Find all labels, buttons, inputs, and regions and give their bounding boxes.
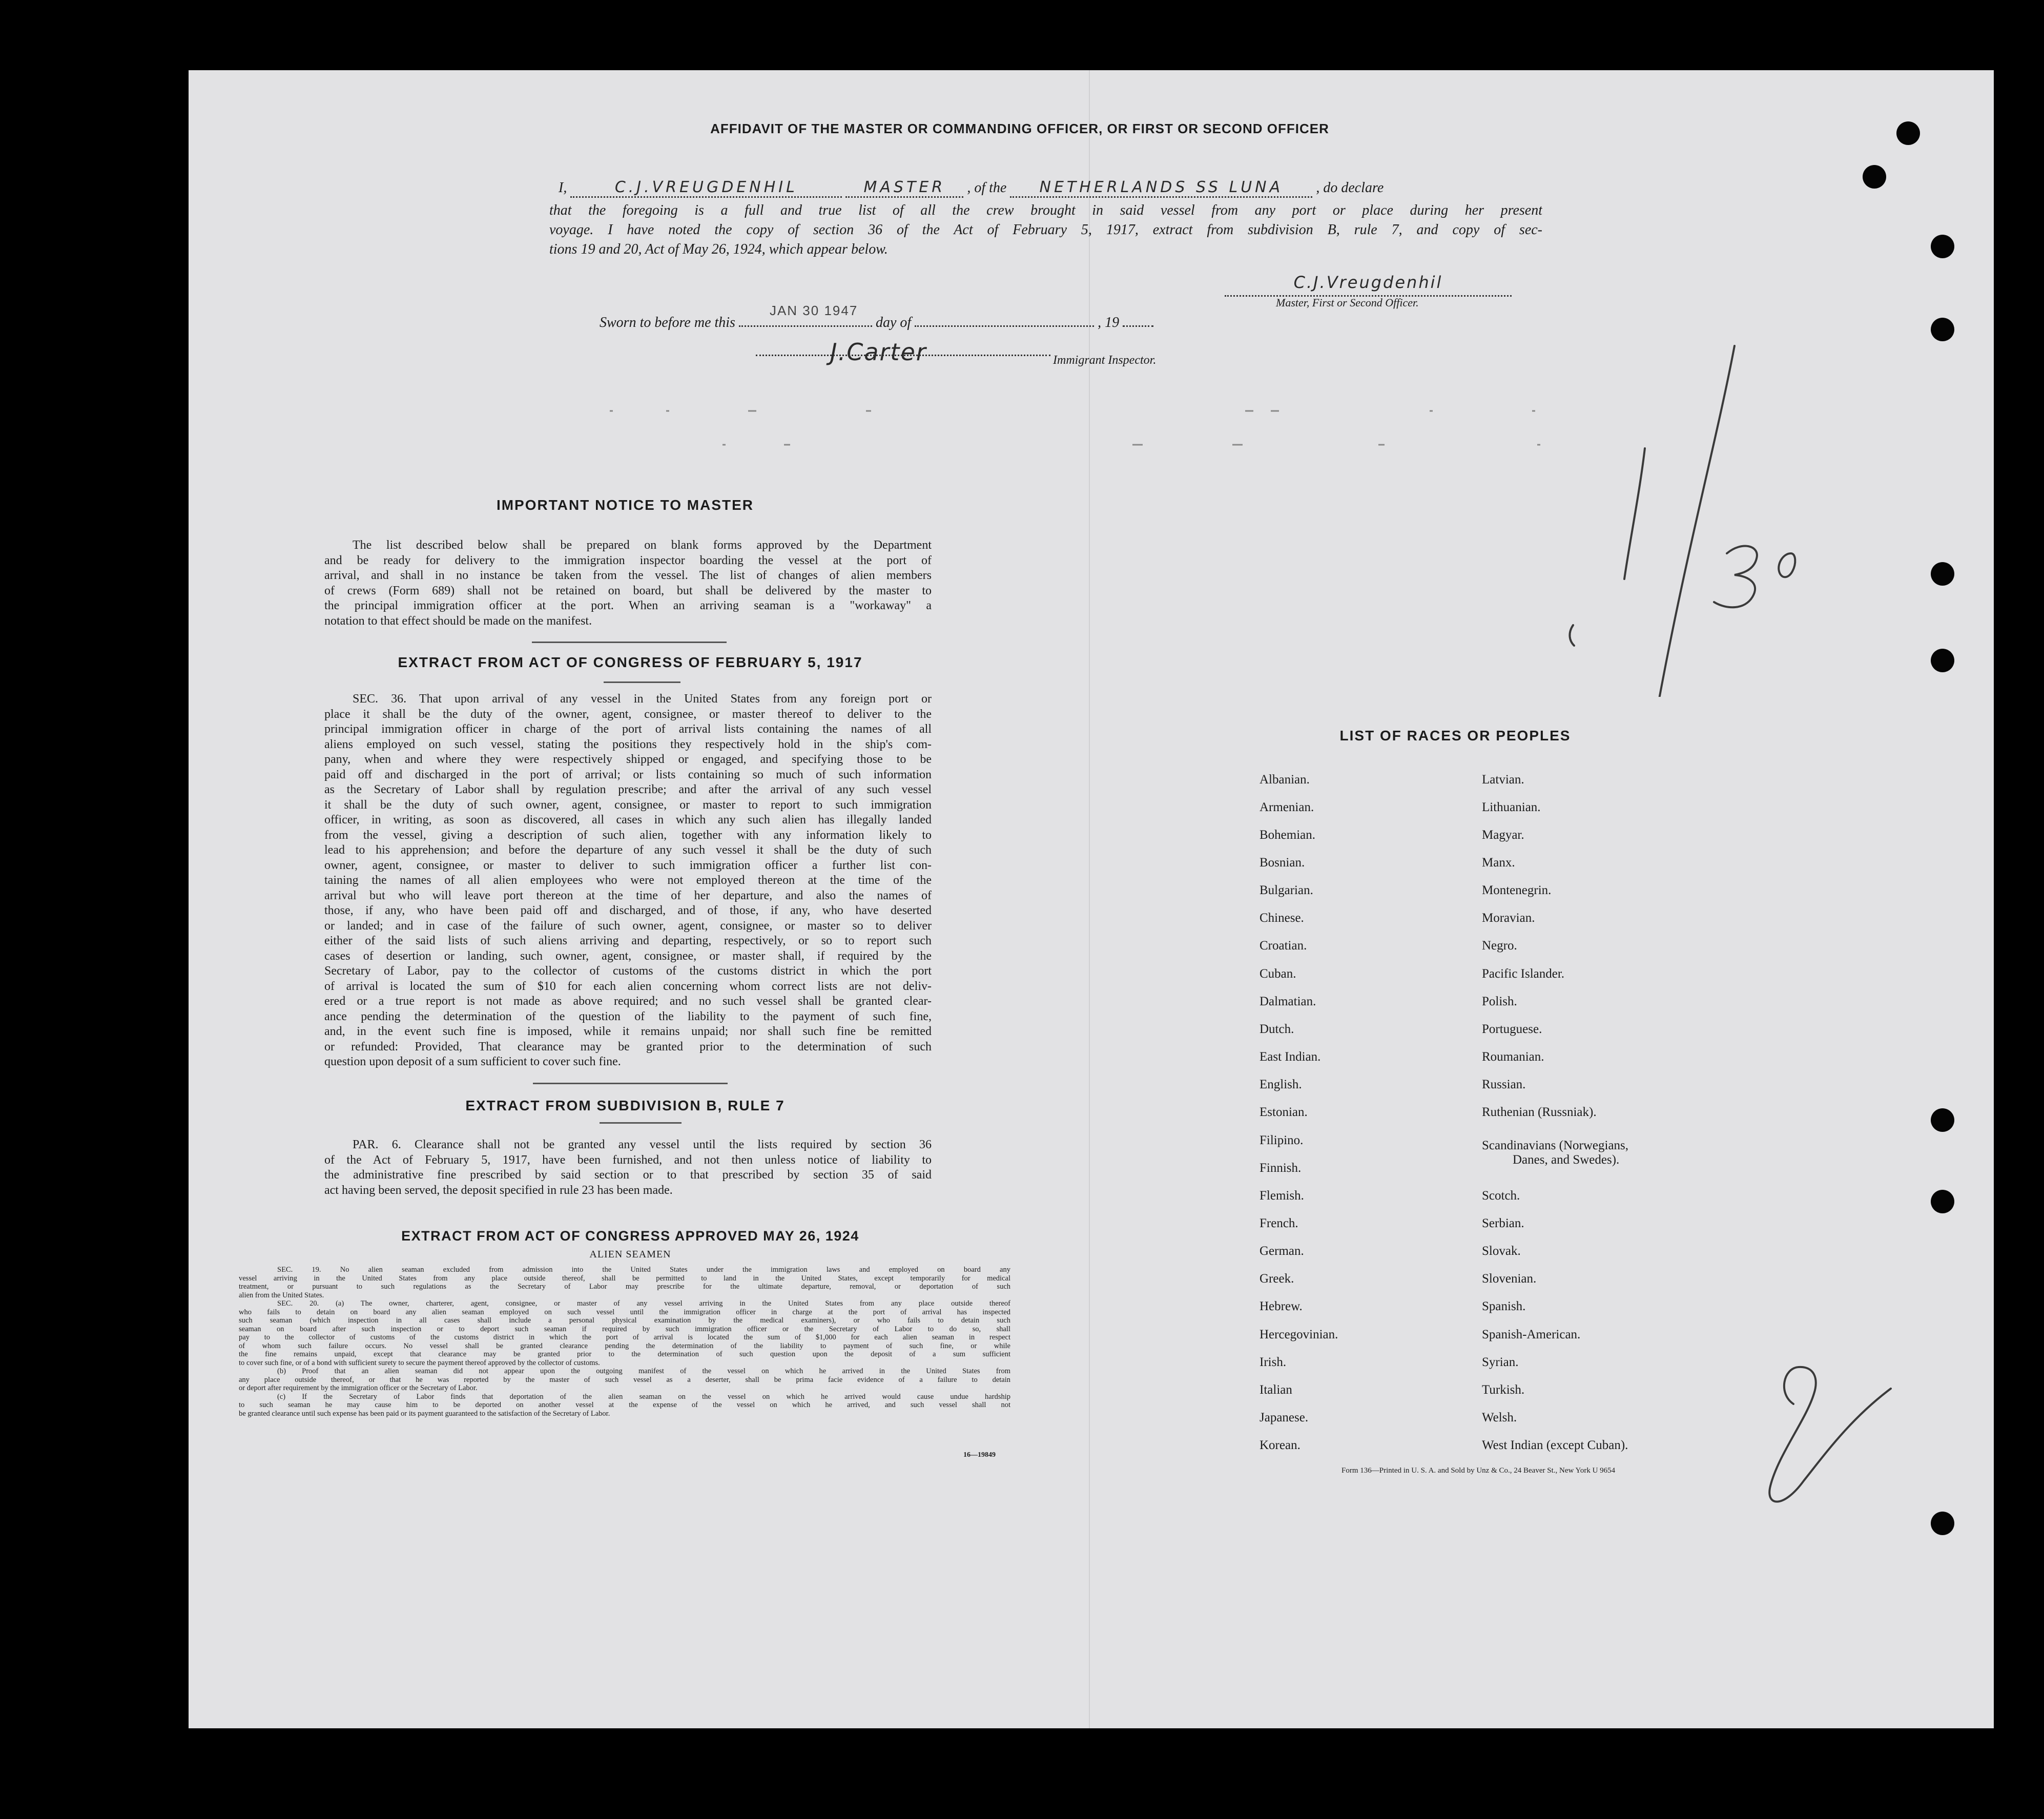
race-right-item: Spanish. xyxy=(1482,1299,1526,1313)
extract-1917-line: place it shall be the duty of the owner, agent, consignee, or master thereof to deliver to the xyxy=(324,707,932,721)
extract-1917-line: or refunded: Provided, That clearance may be granted prior to the determination of such xyxy=(324,1040,932,1053)
extract-1917-text xyxy=(324,692,932,1070)
binder-hole xyxy=(1896,121,1920,145)
race-left-item: Korean. xyxy=(1260,1438,1300,1452)
affidavit-title: AFFIDAVIT OF THE MASTER OR COMMANDING OFFICER, OR FIRST OR SECOND OFFICER xyxy=(710,121,1329,136)
notice-line: the principal immigration officer at the port. When an arriving seaman is a "workaway" a xyxy=(324,599,932,612)
extract-1917-line: either of the said lists of such aliens arriving and departing, respectively, or so to report such xyxy=(324,934,932,947)
race-right-item: West Indian (except Cuban). xyxy=(1482,1438,1628,1452)
extract-1924-line: seaman on board after such inspection or to deport such seaman if required by such immigration officer or the Secretary of Labor to do so, shall xyxy=(239,1325,1010,1333)
date-stamp: JAN 30 1947 xyxy=(769,303,858,318)
sworn-line xyxy=(600,303,1245,333)
extract-1917-line: lead to his apprehension; and before the departure of any such vessel it shall be the duty of such xyxy=(324,843,932,857)
sworn-label: Sworn to before me this xyxy=(600,315,735,330)
divider xyxy=(604,681,680,683)
extract-1917-line: cases of desertion or landing, such owner, agent, consignee, or master shall, if required by the xyxy=(324,949,932,963)
extract-1917-line: those, if any, who have been paid off and discharged, and of those, if any, who have deserted xyxy=(324,904,932,917)
extract-1924-line: who fails to detain on board any alien seaman employed on such vessel until the immigration officer in charge at the port of arrival has inspected xyxy=(239,1308,1010,1316)
race-left-item: Chinese. xyxy=(1260,911,1304,925)
extract-1917-line: or landed; and in case of the failure of such owner, agent, consignee, or master so to deliver xyxy=(324,919,932,933)
extract-1917-line: owner, agent, consignee, or master to deliver to such immigration officer a further list con- xyxy=(324,858,932,872)
race-right-item: Manx. xyxy=(1482,856,1515,870)
race-right-item: Russian. xyxy=(1482,1078,1526,1091)
extract-1924-line: pay to the collector of customs of the customs district in which the port of arrival is located the sum of $1,000 for each alien seaman in respect xyxy=(239,1333,1010,1341)
extract-1917-line: from the vessel, giving a description of such alien, together with any information likely to xyxy=(324,828,932,842)
extract-1917-line: taining the names of all alien employees who were not employed thereon at the time of the xyxy=(324,874,932,887)
race-left-item: French. xyxy=(1260,1216,1298,1230)
extract-1924-line: (c) If the Secretary of Labor finds that deportation of the alien seaman on the vessel on which he arrived would cause undue hardship xyxy=(277,1392,1010,1401)
master-signature-label: Master, First or Second Officer. xyxy=(1276,296,1419,309)
race-right-item: Roumanian. xyxy=(1482,1050,1544,1064)
race-right-item: Pacific Islander. xyxy=(1482,967,1565,981)
extract-1917-line: principal immigration officer in charge of the port of arrival lists containing the names of all xyxy=(324,722,932,736)
binder-hole xyxy=(1931,235,1954,258)
extract-1917-line: officer, in writing, as soon as discovered, all cases in which any such alien has illegally landed xyxy=(324,813,932,826)
month-field xyxy=(915,310,1094,327)
binder-hole xyxy=(1931,649,1954,672)
race-right-item-continued: Danes, and Swedes). xyxy=(1513,1153,1620,1167)
race-right-item: Slovenian. xyxy=(1482,1272,1537,1286)
binder-hole xyxy=(1863,165,1886,189)
sworn-day-field xyxy=(739,303,872,327)
extract-1924-line: of whom such failure occurs. No vessel shall be granted clearance pending the determination of the liability to payment of such fine, or while xyxy=(239,1341,1010,1350)
do-declare-label: , do declare xyxy=(1316,180,1384,196)
race-right-item: Montenegrin. xyxy=(1482,883,1552,897)
subdivision-b-line: of the Act of February 5, 1917, have been furnished, and not then unless notice of liability to xyxy=(324,1153,932,1167)
extract-1917-line: arrival but who will leave port thereon at the time of her departure, and also the names of xyxy=(324,888,932,902)
vessel-field: NETHERLANDS SS LUNA xyxy=(1010,178,1312,198)
race-left-item: Bohemian. xyxy=(1260,828,1316,842)
notice-title: IMPORTANT NOTICE TO MASTER xyxy=(496,497,754,513)
notice-text xyxy=(324,538,932,629)
affidavit-line: tions 19 and 20, Act of May 26, 1924, which appear below. xyxy=(549,241,888,257)
race-right-item: Negro. xyxy=(1482,939,1517,953)
inspector-signature: J.Carter xyxy=(830,338,927,366)
race-left-item: East Indian. xyxy=(1260,1050,1321,1064)
affidavit-declaration-line xyxy=(559,178,1547,199)
race-left-item: Irish. xyxy=(1260,1355,1287,1369)
extract-1924-line: to such seaman he may cause him to be deported on another vessel at the expense of the vessel on which he arrived, and such vessel shall not xyxy=(239,1401,1010,1409)
master-signature: C.J.Vreugdenhil xyxy=(1225,273,1512,297)
binder-hole xyxy=(1931,1108,1954,1132)
extract-1924-line: SEC. 20. (a) The owner, charterer, agent, consignee, or master of any vessel arriving in the United States from any place outside thereof xyxy=(277,1299,1010,1308)
race-left-item: Filipino. xyxy=(1260,1133,1304,1147)
binder-hole xyxy=(1931,1512,1954,1535)
notice-line: notation to that effect should be made on the manifest. xyxy=(324,614,592,628)
race-right-item: Latvian. xyxy=(1482,773,1524,787)
race-left-item: Dalmatian. xyxy=(1260,995,1316,1008)
race-right-item: Lithuanian. xyxy=(1482,800,1541,814)
extract-1917-line: ance pending the determination of the question of the liability to the payment of such fine, xyxy=(324,1009,932,1023)
subdivision-b-text xyxy=(324,1138,932,1198)
races-title: LIST OF RACES OR PEOPLES xyxy=(1339,728,1571,743)
notice-line: The list described below shall be prepared on blank forms approved by the Department xyxy=(353,539,932,552)
extract-1917-line: as the Secretary of Labor shall by regulation prescribe; and after the arrival of any such vessel xyxy=(324,783,932,796)
notice-line: and be ready for delivery to the immigration inspector boarding the vessel at the port of xyxy=(324,553,932,567)
year-label: , 19 xyxy=(1098,315,1120,330)
extract-1917-line: aliens employed on such vessel, stating the positions they respectively hold in the ship's com- xyxy=(324,737,932,751)
notice-line: arrival, and shall in no instance be taken from the vessel. The list of changes of alien members xyxy=(324,569,932,582)
inspector-label: Immigrant Inspector. xyxy=(1053,354,1157,367)
extract-1917-line: pany, when and where they were respectively shipped or engaged, and specifying those to be xyxy=(324,753,932,766)
race-right-item: Scandinavians (Norwegians, xyxy=(1482,1139,1629,1152)
subdivision-b-line: PAR. 6. Clearance shall not be granted any vessel until the lists required by section 36 xyxy=(353,1138,932,1151)
handwritten-corner-mark xyxy=(1763,1358,1896,1512)
extract-1917-title: EXTRACT FROM ACT OF CONGRESS OF FEBRUARY 5, 1917 xyxy=(398,654,863,670)
binder-hole xyxy=(1931,1190,1954,1213)
race-right-item: Magyar. xyxy=(1482,828,1524,842)
race-left-item: Italian xyxy=(1260,1383,1292,1397)
race-right-item: Serbian. xyxy=(1482,1216,1524,1230)
race-right-item: Turkish. xyxy=(1482,1383,1525,1397)
subdivision-b-title: EXTRACT FROM SUBDIVISION B, RULE 7 xyxy=(465,1098,785,1113)
race-left-item: Bulgarian. xyxy=(1260,883,1313,897)
inspector-signature-line xyxy=(756,354,1050,356)
binder-hole xyxy=(1931,562,1954,586)
race-right-item: Scotch. xyxy=(1482,1189,1520,1203)
race-right-item: Syrian. xyxy=(1482,1355,1519,1369)
race-left-item: German. xyxy=(1260,1244,1304,1258)
of-the-label: , of the xyxy=(967,180,1007,196)
race-right-item: Slovak. xyxy=(1482,1244,1521,1258)
binder-hole xyxy=(1931,318,1954,341)
race-left-item: Estonian. xyxy=(1260,1105,1308,1119)
subdivision-b-line: act having been served, the deposit specified in rule 23 has been made. xyxy=(324,1183,673,1197)
race-right-item: Welsh. xyxy=(1482,1411,1517,1424)
extract-1924-line: treatment, or pursuant to such regulations as the Secretary of Labor may prescribe for the ultimate departure, removal, or deportation of such xyxy=(239,1283,1010,1291)
handwritten-page-mark xyxy=(1563,338,1819,697)
extract-1924-line: to cover such fine, or of a bond with sufficient surety to secure the payment thereof approved by the collector of customs. xyxy=(239,1358,600,1367)
divider xyxy=(533,1083,728,1084)
extract-1924-title: EXTRACT FROM ACT OF CONGRESS APPROVED MAY 26, 1924 xyxy=(401,1228,859,1244)
race-left-item: Hercegovinian. xyxy=(1260,1328,1338,1341)
extract-1917-line: paid off and discharged in the port of arrival; or lists containing so much of such information xyxy=(324,768,932,781)
race-right-item: Ruthenian (Russniak). xyxy=(1482,1105,1597,1119)
i-label: I, xyxy=(559,180,567,196)
extract-1924-text xyxy=(239,1266,1010,1418)
divider xyxy=(532,642,727,643)
race-left-item: Greek. xyxy=(1260,1272,1294,1286)
race-left-item: Albanian. xyxy=(1260,773,1310,787)
extract-1924-line: (b) Proof that an alien seaman did not appear upon the outgoing manifest of the vessel on which he arrived in the United States from xyxy=(277,1367,1010,1375)
extract-1917-line: SEC. 36. That upon arrival of any vessel in the United States from any foreign port or xyxy=(353,692,932,706)
race-left-item: Finnish. xyxy=(1260,1161,1302,1175)
race-left-item: Croatian. xyxy=(1260,939,1307,953)
race-left-item: Hebrew. xyxy=(1260,1299,1303,1313)
race-left-item: English. xyxy=(1260,1078,1302,1091)
extract-1917-line: ered or a true report is not made as above required; and no such vessel shall be granted clear- xyxy=(324,995,932,1008)
extract-1917-line: of arrival is located the sum of $10 for each alien concerning whom correct lists are not deliv- xyxy=(324,979,932,993)
extract-1917-line: and, in the event such fine is imposed, while it remains unpaid; nor shall such fine be remitted xyxy=(324,1025,932,1038)
year-field xyxy=(1123,310,1153,327)
extract-1924-line: such seaman (which inspection in all cases shall include a personal physical examination by the medical examiners), or who fails to detain such xyxy=(239,1316,1010,1325)
race-left-item: Bosnian. xyxy=(1260,856,1305,870)
extract-1924-line: alien from the United States. xyxy=(239,1291,324,1299)
race-left-item: Japanese. xyxy=(1260,1411,1309,1424)
race-right-item: Portuguese. xyxy=(1482,1022,1542,1036)
extract-1917-line: it shall be the duty of such owner, agent, consignee, or master to report to such immigration xyxy=(324,798,932,812)
residual-marks-graphic xyxy=(610,409,1563,450)
subdivision-b-line: the administrative fine prescribed by said section or to that prescribed by section 35 of said xyxy=(324,1168,932,1182)
extract-1924-line: be granted clearance until such expense has been paid or its payment guaranteed to the satisfaction of the Secretary of Labor. xyxy=(239,1409,610,1418)
race-left-item: Dutch. xyxy=(1260,1022,1294,1036)
extract-1917-line: question upon deposit of a sum sufficient to cover such fine. xyxy=(324,1055,621,1068)
race-right-item: Spanish-American. xyxy=(1482,1328,1581,1341)
race-left-item: Armenian. xyxy=(1260,800,1314,814)
extract-1924-line: SEC. 19. No alien seaman excluded from admission into the United States under the immigration laws and employed on board any xyxy=(277,1266,1010,1274)
extract-1924-line: or deport after requirement by the immigration officer or the Secretary of Labor. xyxy=(239,1384,478,1392)
rank-field: MASTER xyxy=(845,178,963,198)
form-number: 16—19849 xyxy=(963,1451,996,1459)
race-right-item: Moravian. xyxy=(1482,911,1535,925)
extract-1924-line: any place outside thereof, or that he was reported by the master of such vessel as a deserter, shall be prima facie evidence of a failure to detain xyxy=(239,1375,1010,1384)
affidavit-line: that the foregoing is a full and true list of all the crew brought in said vessel from any port or place during her present xyxy=(549,202,1542,218)
race-left-item: Cuban. xyxy=(1260,967,1296,981)
notice-line: of crews (Form 689) shall not be retained on board, but shall be delivered by the master to xyxy=(324,584,932,597)
race-right-item: Polish. xyxy=(1482,995,1517,1008)
master-name-field: C.J.VREUGDENHIL xyxy=(570,178,842,198)
printer-footer: Form 136—Printed in U. S. A. and Sold by Unz & Co., 24 Beaver St., New York U 9654 xyxy=(1341,1466,1616,1475)
affidavit-line: voyage. I have noted the copy of section 36 of the Act of February 5, 1917, extract from subdivision B, rule 7, and copy of sec- xyxy=(549,222,1542,238)
extract-1924-line: the fine remains unpaid, except that clearance may be granted prior to the determination of such question upon the deposit of a sum sufficient xyxy=(239,1350,1010,1358)
race-left-item: Flemish. xyxy=(1260,1189,1304,1203)
residual-marks xyxy=(610,409,1563,450)
divider xyxy=(600,1122,682,1124)
affidavit-text xyxy=(549,201,1542,259)
extract-1924-line: vessel arriving in the United States from any place outside thereof, shall be permitted to land in the United States, except temporarily for medical xyxy=(239,1274,1010,1283)
extract-1917-line: Secretary of Labor, pay to the collector of customs of the customs district in which the port xyxy=(324,964,932,978)
day-of-label: day of xyxy=(875,315,912,330)
extract-1924-subtitle: ALIEN SEAMEN xyxy=(589,1249,671,1260)
